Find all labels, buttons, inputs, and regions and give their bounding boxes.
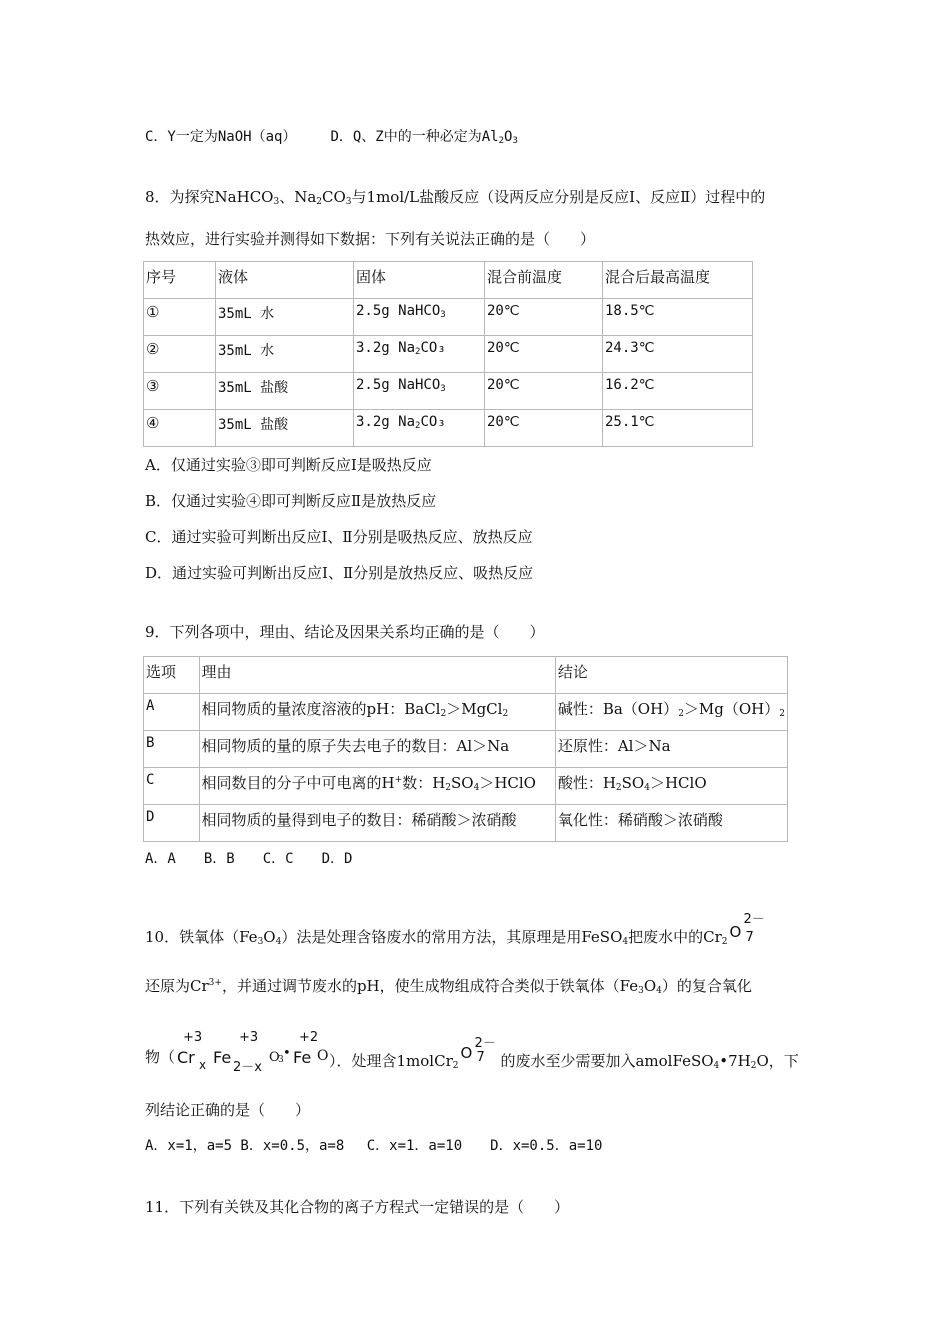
table-cell: 碱性：$Ba(OH)_2>Mg(OH)_2$ xyxy=(555,694,787,731)
table-cell: C xyxy=(144,768,200,805)
table-cell: 20℃ xyxy=(485,373,603,410)
q7-option-d: D．Q、Z中的一种必定为$Al_2O_3$ xyxy=(330,129,518,146)
dichromate-ion: O 2－ 7 xyxy=(460,1036,496,1065)
composite-oxide-formula: +3 Cr x +3 Fe 2－x O 3 • +2 Fe O xyxy=(177,1030,329,1075)
q10-stem-line4: 列结论正确的是（ ） xyxy=(145,1101,311,1119)
header-cell: 序号 xyxy=(144,262,216,299)
table-cell: 2.5g NaHCO$_3$ xyxy=(354,299,485,336)
table-cell: 3.2g $Na_2CO_3$ xyxy=(354,410,485,447)
q8-option-b: B．仅通过实验④即可判断反应Ⅱ是放热反应 xyxy=(145,492,437,510)
q10-stem-line2: 还原为$Cr^{3+}$，并通过调节废水的pH，使生成物组成符合类似于铁氧体$(Fe_3O_4)$的复合氧化 xyxy=(145,977,752,996)
header-cell: 选项 xyxy=(144,657,200,694)
table-cell: 20℃ xyxy=(485,299,603,336)
table-row xyxy=(144,768,788,805)
q10-stem-line3: 物（ +3 Cr x +3 Fe 2－x O 3 • +2 Fe O ）．处理含1molCr$_2$ O 2－ 7 的废水至少需要加入$amolFeSO_4•7H_2O$，下 xyxy=(145,1030,815,1080)
q8-option-c: C．通过实验可判断出反应Ⅰ、Ⅱ分别是吸热反应、放热反应 xyxy=(145,528,533,546)
table-cell: 35mL 盐酸 xyxy=(216,410,354,447)
header-cell: 结论 xyxy=(555,657,787,694)
table-row xyxy=(144,410,753,447)
q9-table xyxy=(143,656,788,842)
table-cell: D xyxy=(144,805,200,842)
table-header-row xyxy=(144,262,753,299)
table-cell: 35mL 盐酸 xyxy=(216,373,354,410)
table-cell: 相同物质的量得到电子的数目：稀硝酸＞浓硝酸 xyxy=(199,805,555,842)
table-row xyxy=(144,336,753,373)
q10-answer-options: A．x=1，a=5 B．x=0.5，a=8 C．x=1．a=10 D．x=0.5．a=10 xyxy=(145,1138,603,1154)
table-cell: 24.3℃ xyxy=(603,336,753,373)
q8-data-table xyxy=(143,261,753,447)
table-row xyxy=(144,694,788,731)
table-cell: B xyxy=(144,731,200,768)
table-cell: 还原性：Al＞Na xyxy=(555,731,787,768)
table-row xyxy=(144,805,788,842)
header-cell: 混合后最高温度 xyxy=(603,262,753,299)
table-cell: 16.2℃ xyxy=(603,373,753,410)
q11-stem: 11．下列有关铁及其化合物的离子方程式一定错误的是（ ） xyxy=(145,1198,570,1216)
table-cell: 20℃ xyxy=(485,336,603,373)
table-cell: 3.2g $Na_2CO_3$ xyxy=(354,336,485,373)
q8-stem-line1: 8．为探究NaHCO$_3$、$Na_2CO_3$与1mol/L盐酸反应（设两反应分别是反应Ⅰ、反应Ⅱ）过程中的 xyxy=(145,188,766,207)
table-cell: ② xyxy=(144,336,216,373)
table-row xyxy=(144,731,788,768)
header-cell: 混合前温度 xyxy=(485,262,603,299)
table-cell: 20℃ xyxy=(485,410,603,447)
q9-answer-options: A．A B．B C．C D．D xyxy=(145,851,353,867)
table-cell: ③ xyxy=(144,373,216,410)
header-cell: 理由 xyxy=(199,657,555,694)
table-cell: 相同物质的量浓度溶液的pH：BaCl$_2$＞MgCl$_2$ xyxy=(199,694,555,731)
table-cell: 相同物质的量的原子失去电子的数目：Al＞Na xyxy=(199,731,555,768)
table-cell: 酸性：$H_2SO_4>HClO$ xyxy=(555,768,787,805)
table-cell: 相同数目的分子中可电离的H+数：$H_2SO_4>HClO$ xyxy=(199,768,555,805)
header-cell: 液体 xyxy=(216,262,354,299)
table-cell: 35mL 水 xyxy=(216,336,354,373)
table-cell: 35mL 水 xyxy=(216,299,354,336)
table-cell: 18.5℃ xyxy=(603,299,753,336)
q7-option-c: C．Y一定为NaOH（aq） xyxy=(145,129,297,145)
table-cell: ① xyxy=(144,299,216,336)
table-header-row xyxy=(144,657,788,694)
table-row xyxy=(144,373,753,410)
table-row xyxy=(144,299,753,336)
table-cell: 氧化性：稀硝酸＞浓硝酸 xyxy=(555,805,787,842)
table-cell: ④ xyxy=(144,410,216,447)
table-cell: 25.1℃ xyxy=(603,410,753,447)
header-cell: 固体 xyxy=(354,262,485,299)
dichromate-ion: O 2－ 7 xyxy=(729,912,765,945)
q8-stem-line2: 热效应，进行实验并测得如下数据：下列有关说法正确的是（ ） xyxy=(145,230,596,248)
q8-option-d: D．通过实验可判断出反应Ⅰ、Ⅱ分别是放热反应、吸热反应 xyxy=(145,564,534,582)
table-cell: 2.5g NaHCO$_3$ xyxy=(354,373,485,410)
q9-stem: 9．下列各项中，理由、结论及因果关系均正确的是（ ） xyxy=(145,623,545,641)
table-cell: A xyxy=(144,694,200,731)
q7-options xyxy=(145,127,518,147)
q8-option-a: A．仅通过实验③即可判断反应Ⅰ是吸热反应 xyxy=(145,456,432,474)
q10-stem-line1: 10．铁氧体$(Fe_3O_4)$法是处理含铬废水的常用方法，其原理是用FeSO$_4$把废水中的$Cr_2$ O 2－ 7 xyxy=(145,912,765,947)
